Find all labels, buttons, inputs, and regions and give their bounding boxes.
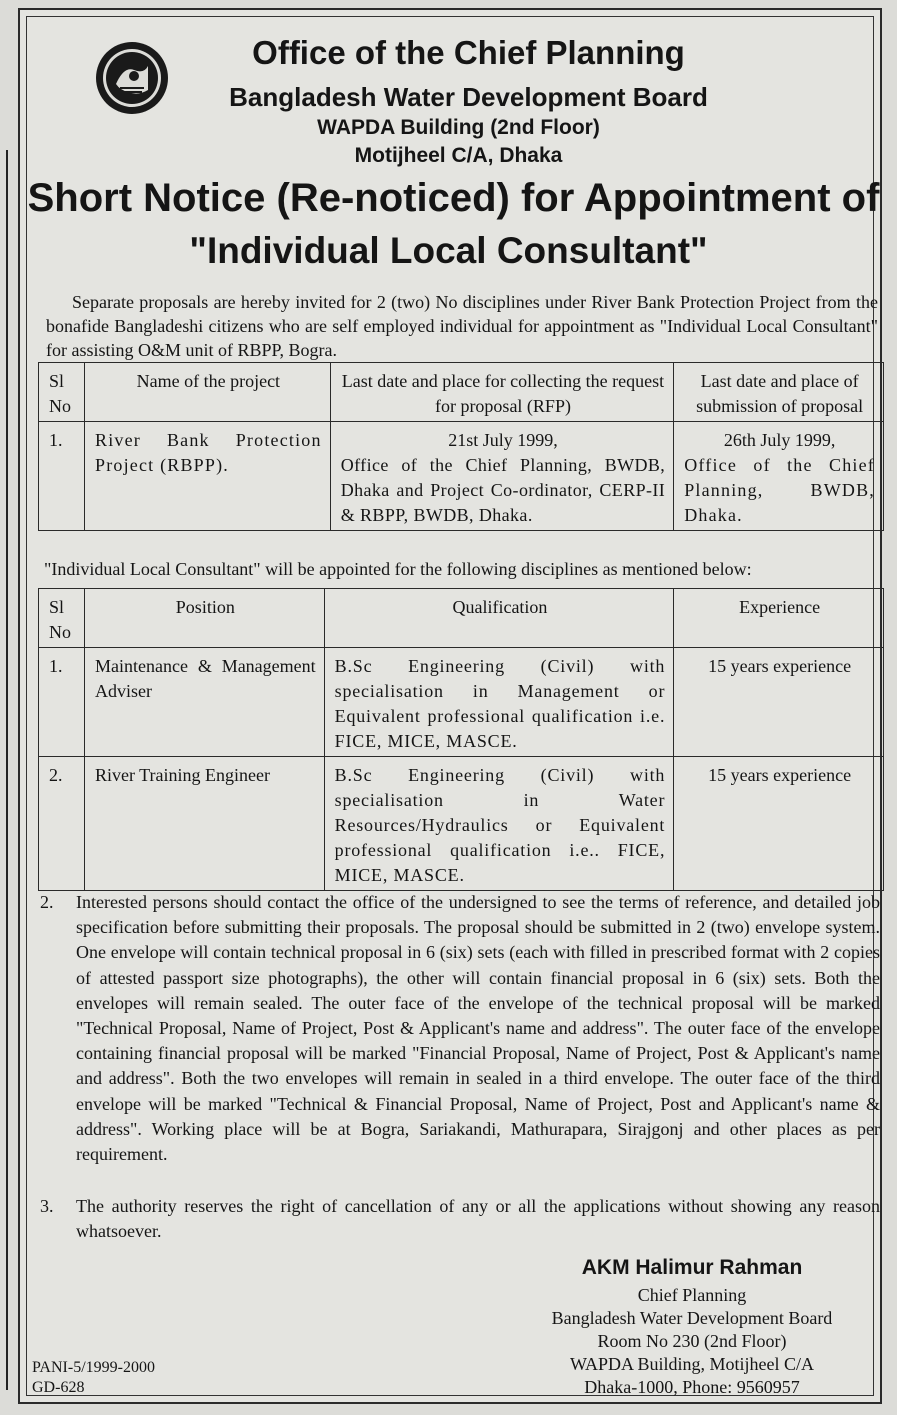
- paragraph-text: Interested persons should contact the office of the undersigned to see the terms of reference, and detailed job specification before submitting their proposals. The proposal should be submitted in 2 (two) envelope system. One envelope will contain technical proposal in 6 (six) sets (each with filled in prescribed format with 2 copies of attested passport size photographs), the other will contain financial proposal in 6 (six) sets. Both the envelopes will remain sealed. The outer face of the envelope of the technical proposal will be marked "Technical Proposal, Name of Project, Post & Applicant's name and address". The outer face of the envelope containing financial proposal will be marked "Financial Proposal, Name of Project, Post & Applicant's name and address". Both the two envelopes will remain in sealed in a third envelope. The outer face of the third envelope will be marked "Technical & Financial Proposal, Name of Project, Post and Applicant's name & address". Working place will be at Bogra, Sariakandi, Mathurapara, Sirajgonj and other places as per requirement.: [76, 892, 880, 1165]
- col-header-position: Position: [84, 589, 324, 648]
- project-table: [38, 362, 884, 531]
- table-row: [39, 757, 884, 891]
- page-edge-line: [6, 150, 8, 1390]
- col-header-submission: Last date and place of submission of proposal: [674, 363, 884, 422]
- position-table: [38, 588, 884, 891]
- area-heading: Motijheel C/A, Dhaka: [354, 144, 563, 167]
- paragraph-2: [40, 890, 880, 1167]
- signatory-designation: Chief Planning: [637, 1285, 747, 1305]
- col-header-project-name: Name of the project: [84, 363, 330, 422]
- paragraph-number: 3.: [40, 1196, 54, 1216]
- disciplines-intro: "Individual Local Consultant" will be appointed for the following disciplines as mentioned below:: [44, 559, 752, 579]
- reference-gd: GD-628: [32, 1379, 85, 1396]
- col-header-rfp-collection: Last date and place for collecting the request for proposal (RFP): [330, 363, 674, 422]
- reference-pani: PANI-5/1999-2000: [32, 1359, 155, 1376]
- signatory-board: Bangladesh Water Development Board: [551, 1308, 833, 1328]
- signatory-city-phone: Dhaka-1000, Phone: 9560957: [584, 1377, 800, 1397]
- intro-paragraph: Separate proposals are hereby invited for 2 (two) No disciplines under River Bank Protection Project from the bonafide Bangladeshi citizens who are self employed individual for appointment as "Individual Local Consultant" for assisting O&M unit of RBPP, Bogra.: [46, 292, 878, 360]
- submit-date: 26th July 1999,: [723, 430, 836, 450]
- cell-position: Maintenance & Management Adviser: [84, 648, 324, 757]
- cell-sl: 1.: [39, 422, 85, 531]
- signatory-name: AKM Halimur Rahman: [581, 1256, 803, 1279]
- notice-title-line1: Short Notice (Re-noticed) for Appointment of: [27, 176, 880, 220]
- cell-qualification: B.Sc Engineering (Civil) with specialisation in Management or Equivalent professional qualification i.e. FICE, MICE, MASCE.: [324, 648, 674, 757]
- table-row: [39, 648, 884, 757]
- paragraph-number: 2.: [40, 892, 54, 912]
- signatory-building: WAPDA Building, Motijheel C/A: [569, 1354, 814, 1374]
- col-header-sl: Sl No: [39, 589, 85, 648]
- table-header-row: [39, 589, 884, 648]
- col-header-experience: Experience: [674, 589, 884, 648]
- building-heading: WAPDA Building (2nd Floor): [317, 116, 600, 139]
- cell-sl: 2.: [39, 757, 85, 891]
- col-header-sl: Sl No: [39, 363, 85, 422]
- table-row: [39, 422, 884, 531]
- cell-sl: 1.: [39, 648, 85, 757]
- office-heading: Office of the Chief Planning: [252, 34, 685, 71]
- paragraph-text: The authority reserves the right of cancellation of any or all the applications without showing any reason whatsoever.: [76, 1196, 880, 1242]
- cell-rfp-collection: [330, 422, 674, 531]
- cell-position: River Training Engineer: [84, 757, 324, 891]
- table-header-row: [39, 363, 884, 422]
- notice-title-line2: "Individual Local Consultant": [189, 230, 708, 271]
- cell-submission: [674, 422, 884, 531]
- cell-experience: 15 years experience: [674, 648, 884, 757]
- collect-place: Office of the Chief Planning, BWDB, Dhaka and Project Co-ordinator, CERP-II & RBPP, BWDB, Dhaka.: [340, 455, 666, 525]
- cell-qualification: B.Sc Engineering (Civil) with specialisation in Water Resources/Hydraulics or Equivalent professional qualification i.e.. FICE, MICE, MASCE.: [324, 757, 674, 891]
- cell-project-name: River Bank Protection Project (RBPP).: [84, 422, 330, 531]
- submit-place: Office of the Chief Planning, BWDB, Dhaka.: [684, 455, 875, 525]
- col-header-qualification: Qualification: [324, 589, 674, 648]
- paragraph-3: [40, 1194, 880, 1244]
- reference-block: [32, 1358, 155, 1398]
- collect-date: 21st July 1999,: [448, 430, 558, 450]
- board-heading: Bangladesh Water Development Board: [229, 82, 708, 112]
- cell-experience: 15 years experience: [674, 757, 884, 891]
- signatory-block: [482, 1284, 897, 1399]
- signatory-room: Room No 230 (2nd Floor): [597, 1331, 787, 1351]
